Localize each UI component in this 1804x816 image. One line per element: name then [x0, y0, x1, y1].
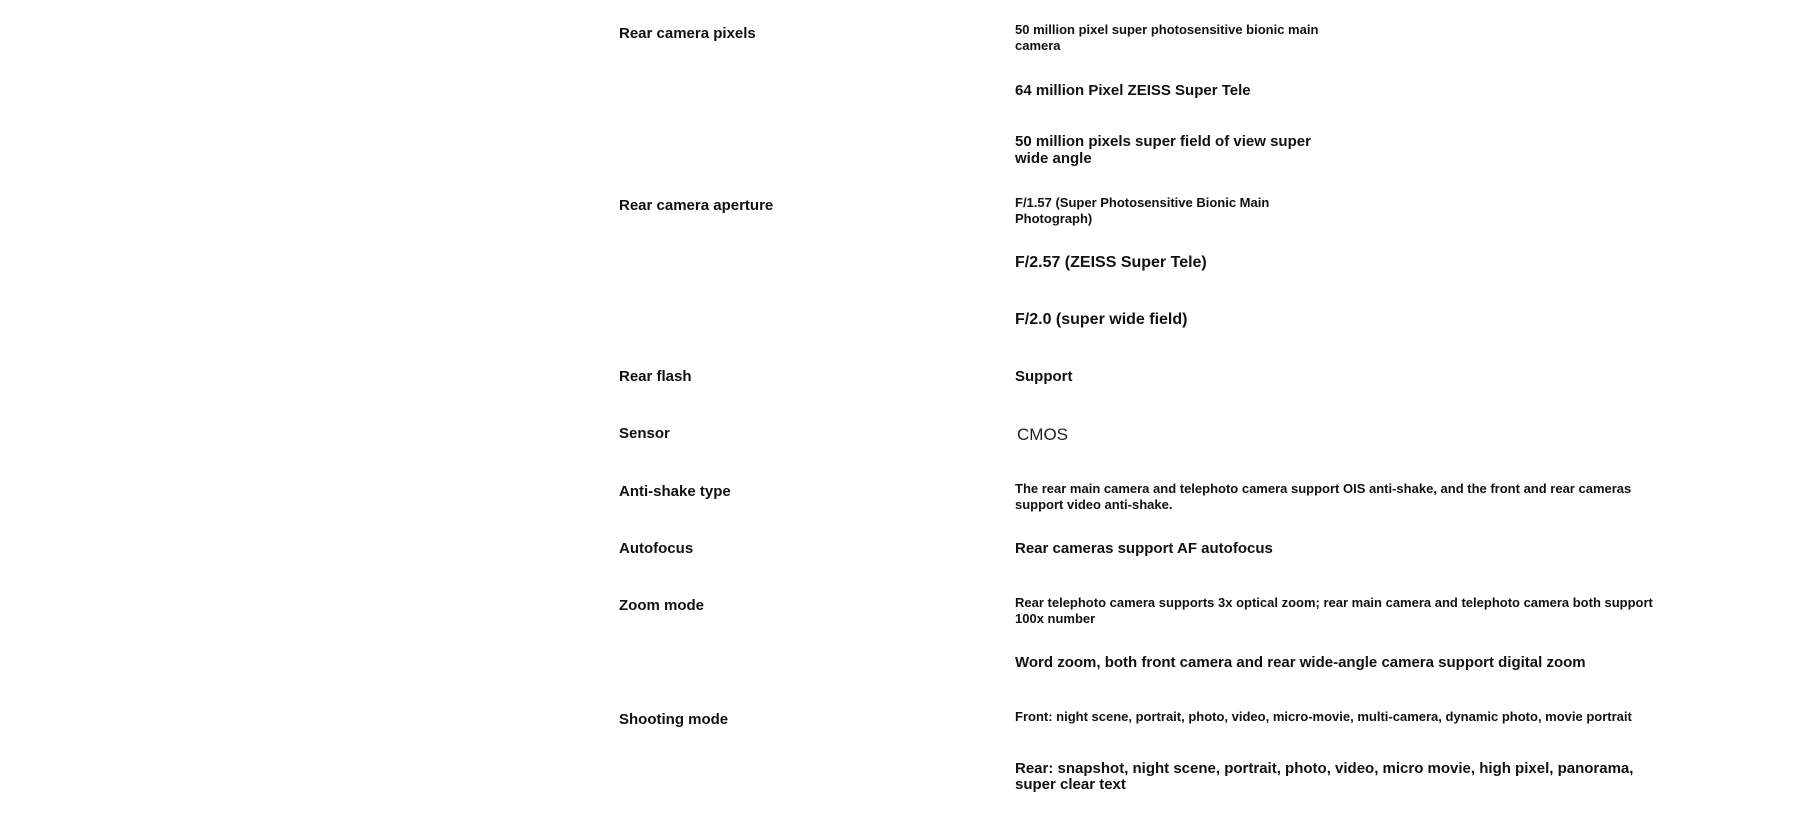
spec-value-aperture-tele: F/2.57 (ZEISS Super Tele): [1015, 254, 1207, 271]
spec-label-autofocus: Autofocus: [619, 540, 694, 557]
spec-value-shooting-rear: Rear: snapshot, night scene, portrait, photo, video, micro movie, high pixel, panorama, super clear text: [1015, 760, 1634, 793]
spec-value-zoom-optical: Rear telephoto camera supports 3x optical zoom; rear main camera and telephoto camera both support 100x number: [1015, 595, 1653, 626]
spec-value-rear-pixels-wide: 50 million pixels super field of view super wide angle: [1015, 133, 1311, 167]
spec-value-zoom-digital: Word zoom, both front camera and rear wide-angle camera support digital zoom: [1015, 654, 1586, 671]
spec-label-rear-camera-pixels: Rear camera pixels: [619, 25, 756, 42]
spec-value-rear-flash: Support: [1015, 368, 1073, 385]
spec-label-rear-camera-aperture: Rear camera aperture: [619, 197, 774, 214]
spec-label-zoom-mode: Zoom mode: [619, 597, 704, 614]
spec-label-sensor: Sensor: [619, 425, 670, 442]
spec-label-anti-shake-type: Anti-shake type: [619, 483, 731, 500]
spec-value-autofocus: Rear cameras support AF autofocus: [1015, 540, 1273, 557]
spec-label-rear-flash: Rear flash: [619, 368, 692, 385]
spec-label-shooting-mode: Shooting mode: [619, 711, 729, 728]
spec-value-anti-shake: The rear main camera and telephoto camera support OIS anti-shake, and the front and rear cameras support video anti-shake.: [1015, 481, 1632, 512]
spec-value-sensor: CMOS: [1017, 425, 1068, 444]
spec-value-rear-pixels-tele: 64 million Pixel ZEISS Super Tele: [1015, 82, 1251, 99]
spec-value-shooting-front: Front: night scene, portrait, photo, video, micro-movie, multi-camera, dynamic photo, movie portrait: [1015, 709, 1632, 724]
spec-value-aperture-main: F/1.57 (Super Photosensitive Bionic Main Photograph): [1015, 195, 1270, 226]
spec-value-aperture-wide: F/2.0 (super wide field): [1015, 311, 1188, 328]
spec-value-rear-pixels-main: 50 million pixel super photosensitive bionic main camera: [1015, 22, 1319, 53]
